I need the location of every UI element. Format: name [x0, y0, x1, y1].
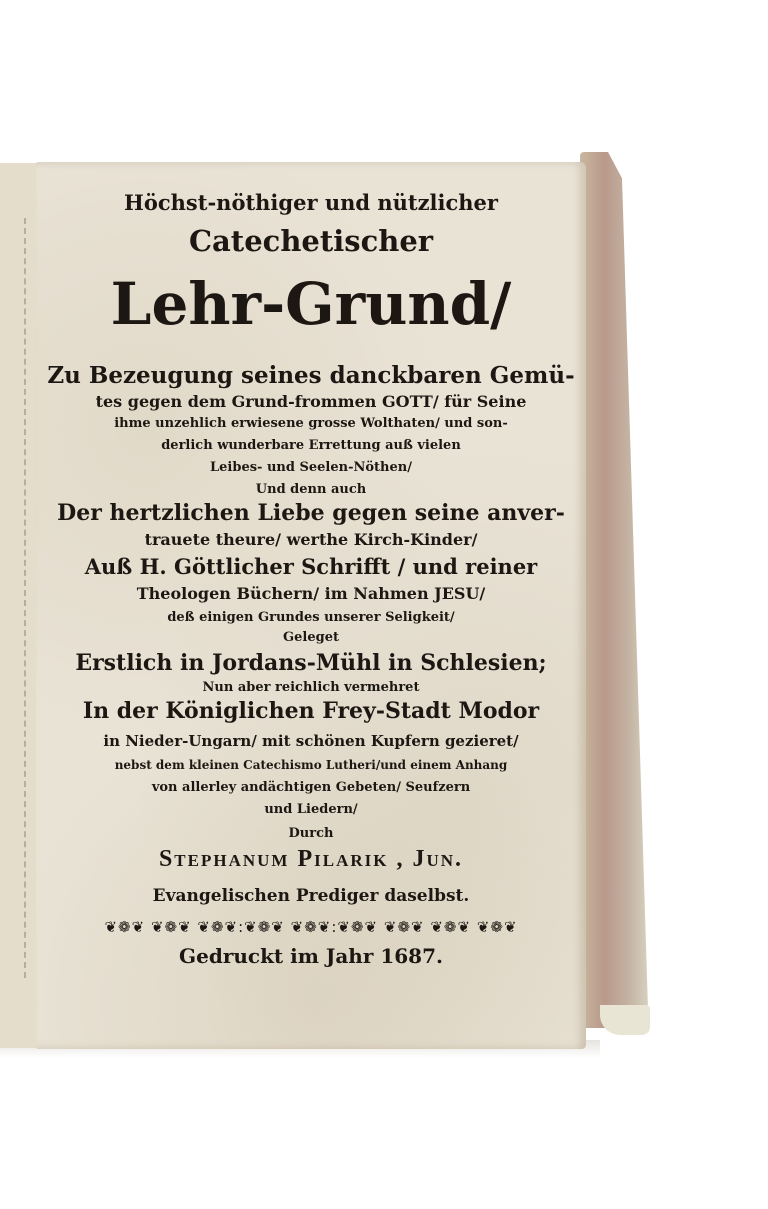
- main-title: Lehr-Grund/: [110, 270, 512, 338]
- title-line-22: und Liedern/: [264, 802, 358, 817]
- title-line-20: nebst dem kleinen Catechismo Lutheri/und einem Anhang: [114, 758, 508, 772]
- title-line-17: Nun aber reichlich vermehret: [202, 680, 420, 695]
- title-line-1: Höchst-nöthiger und nützlicher: [124, 190, 498, 215]
- title-line-5: tes gegen dem Grund-frommen GOTT/ für Seine: [95, 392, 527, 411]
- title-line-12: Auß H. Göttlicher Schrifft / und reiner: [84, 554, 538, 579]
- frontispiece-frame: [0, 218, 26, 978]
- title-line-16: Erstlich in Jordans-Mühl in Schlesien;: [75, 650, 547, 676]
- title-line-9: Und denn auch: [255, 482, 367, 497]
- title-line-21: von allerley andächtigen Gebeten/ Seufzern: [151, 780, 471, 795]
- title-line-6: ihme unzehlich erwiesene grosse Wolthaten/ und son-: [114, 416, 508, 431]
- imprint: Gedruckt im Jahr 1687.: [179, 944, 443, 968]
- title-line-2: Catechetischer: [188, 224, 434, 258]
- title-line-23: Durch: [288, 826, 334, 841]
- cover-corner-fold: [600, 1005, 650, 1035]
- title-line-4: Zu Bezeugung seines danckbaren Gemü-: [47, 362, 575, 389]
- book-cover-edge: [580, 152, 650, 1028]
- author-name: Stephanum Pilarik , Jun.: [158, 846, 464, 872]
- title-line-11: trauete theure/ werthe Kirch-Kinder/: [144, 530, 478, 549]
- title-line-15: Geleget: [283, 630, 339, 645]
- title-line-13: Theologen Büchern/ im Nahmen JESU/: [136, 584, 486, 603]
- title-line-10: Der hertzlichen Liebe gegen seine anver-: [57, 500, 565, 526]
- left-facing-page: [0, 163, 38, 1048]
- title-line-8: Leibes- und Seelen-Nöthen/: [210, 460, 412, 475]
- title-line-19: in Nieder-Ungarn/ mit schönen Kupfern gezieret/: [103, 732, 519, 750]
- author-title: Evangelischen Prediger daselbst.: [152, 886, 470, 906]
- title-line-7: derlich wunderbare Errettung auß vielen: [161, 438, 461, 453]
- title-page: [36, 162, 586, 1049]
- title-line-18: In der Königlichen Frey-Stadt Modor: [82, 698, 540, 724]
- title-line-14: deß einigen Grundes unserer Seligkeit/: [167, 610, 455, 625]
- ornament-band: ❦❁❦ ❦❁❦ ❦❁❦:❦❁❦ ❦❁❦:❦❁❦ ❦❁❦ ❦❁❦ ❦❁❦: [104, 918, 518, 936]
